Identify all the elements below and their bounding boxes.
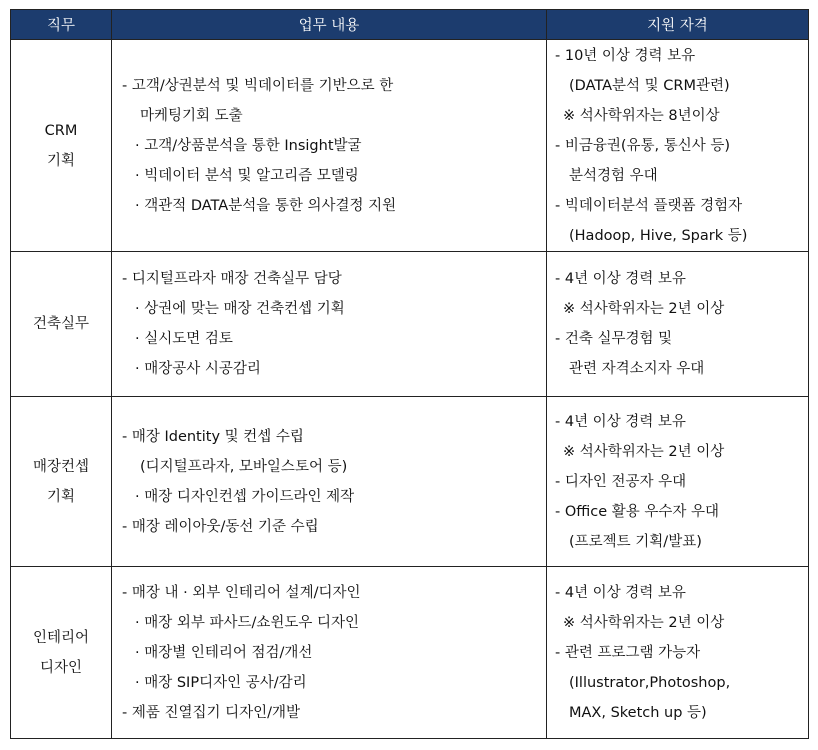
table-row xyxy=(11,40,809,252)
duty-item: (디지털프라자, 모바일스토어 등) xyxy=(140,458,348,475)
duties-cell xyxy=(112,397,547,567)
duty-item: · 매장공사 시공감리 xyxy=(135,361,261,377)
qualification-item: 분석경험 우대 xyxy=(569,167,658,184)
duties-cell xyxy=(112,40,547,252)
role-label: 디자인 xyxy=(39,659,83,676)
table-row xyxy=(11,397,809,567)
duties-cell xyxy=(112,567,547,739)
qualification-item: - 4년 이상 경력 보유 xyxy=(555,584,686,601)
qualification-item: - 비금융권(유통, 통신사 등) xyxy=(555,137,731,154)
qualifications-cell xyxy=(547,40,809,252)
qualification-item: - 디자인 전공자 우대 xyxy=(555,473,687,490)
qualification-item: (Hadoop, Hive, Spark 등) xyxy=(569,227,748,244)
qualification-item: (프로젝트 기획/발표) xyxy=(569,533,702,550)
duties-cell xyxy=(112,252,547,397)
duty-item: - 디지털프라자 매장 건축실무 담당 xyxy=(122,271,342,287)
role-cell xyxy=(11,40,112,252)
duty-item: - 제품 진열집기 디자인/개발 xyxy=(122,704,301,721)
qualifications-cell xyxy=(547,567,809,739)
duty-item: · 매장 디자인컨셉 가이드라인 제작 xyxy=(135,488,355,505)
qualification-item: ※ 석사학위자는 2년 이상 xyxy=(563,301,725,317)
role-label: 기획 xyxy=(46,488,75,505)
qualification-item: - 빅데이터분석 플랫폼 경험자 xyxy=(555,197,743,214)
qualification-item: - 4년 이상 경력 보유 xyxy=(555,413,686,430)
qualification-item: - Office 활용 우수자 우대 xyxy=(555,503,720,520)
role-cell xyxy=(11,567,112,739)
qualification-item: ※ 석사학위자는 2년 이상 xyxy=(563,614,725,631)
qualification-item: ※ 석사학위자는 8년이상 xyxy=(563,107,720,124)
role-label: 매장컨셉 xyxy=(32,458,90,475)
qualification-item: ※ 석사학위자는 2년 이상 xyxy=(563,443,725,460)
duty-item: · 객관적 DATA분석을 통한 의사결정 지원 xyxy=(135,197,397,214)
qualification-item: 관련 자격소지자 우대 xyxy=(569,361,705,377)
duty-item: - 매장 레이아웃/동선 기준 수립 xyxy=(122,518,319,535)
qualification-item: - 관련 프로그램 가능자 xyxy=(555,644,701,661)
duty-item: - 매장 Identity 및 컨셉 수립 xyxy=(122,428,304,445)
duty-item: · 상권에 맞는 매장 건축컨셉 기획 xyxy=(135,301,345,317)
qualification-item: MAX, Sketch up 등) xyxy=(569,704,707,721)
duty-item: · 매장별 인테리어 점검/개선 xyxy=(135,644,313,661)
role-cell xyxy=(11,252,112,397)
qualifications-cell xyxy=(547,252,809,397)
qualification-item: - 건축 실무경험 및 xyxy=(555,331,673,347)
role-label: CRM xyxy=(44,122,78,139)
role-cell xyxy=(11,397,112,567)
duty-item: 마케팅기회 도출 xyxy=(140,107,243,124)
qualification-item: (Illustrator,Photoshop, xyxy=(569,674,731,691)
header-row xyxy=(11,10,809,40)
duty-item: · 빅데이터 분석 및 알고리즘 모델링 xyxy=(135,167,359,184)
qualification-item: - 4년 이상 경력 보유 xyxy=(555,271,686,287)
qualification-item: (DATA분석 및 CRM관련) xyxy=(569,77,730,94)
table-row xyxy=(11,567,809,739)
role-label: 인테리어 xyxy=(32,629,90,646)
role-label: 건축실무 xyxy=(32,316,90,332)
header-qualifications: 지원 자격 xyxy=(547,10,809,40)
duty-item: - 고객/상권분석 및 빅데이터를 기반으로 한 xyxy=(122,77,394,94)
table-row xyxy=(11,252,809,397)
role-label: 기획 xyxy=(46,152,75,169)
duty-item: - 매장 내 · 외부 인테리어 설계/디자인 xyxy=(122,584,361,601)
job-requirements-table xyxy=(10,9,809,739)
header-duties: 업무 내용 xyxy=(112,10,547,40)
header-role: 직무 xyxy=(11,10,112,40)
duty-item: · 실시도면 검토 xyxy=(135,331,233,347)
duty-item: · 매장 외부 파사드/쇼윈도우 디자인 xyxy=(135,614,360,631)
duty-item: · 매장 SIP디자인 공사/감리 xyxy=(135,674,307,691)
qualification-item: - 10년 이상 경력 보유 xyxy=(555,47,696,64)
duty-item: · 고객/상품분석을 통한 Insight발굴 xyxy=(135,137,362,154)
qualifications-cell xyxy=(547,397,809,567)
